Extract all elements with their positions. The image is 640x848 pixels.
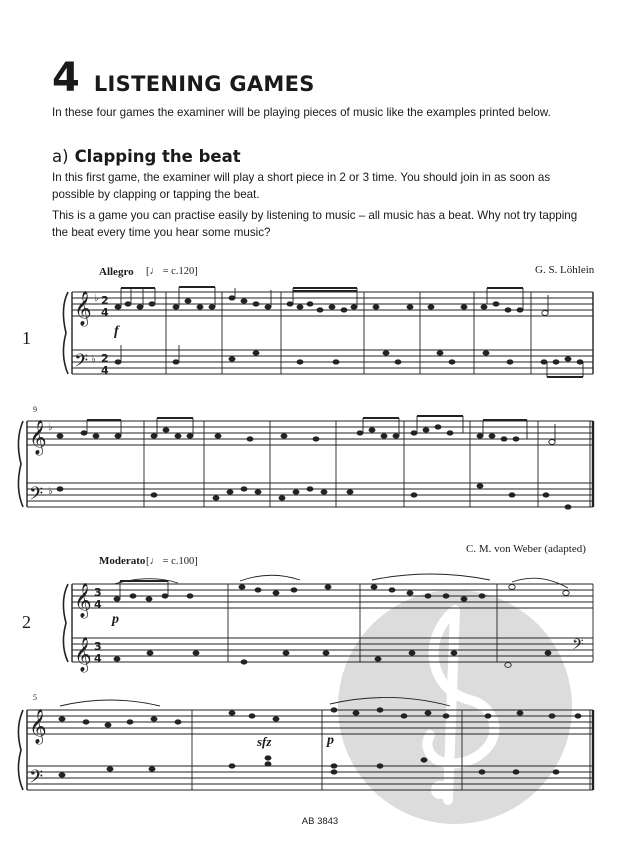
svg-text:𝄞: 𝄞 [74,637,92,672]
notes-ex2-sys1 [114,581,569,667]
staff-ex1-sys2-treble [27,421,593,445]
bar-number-5: 5 [33,693,37,702]
example-2-number: 2 [22,612,31,632]
chapter-title: LISTENING GAMES [93,72,315,96]
svg-text:3: 3 [94,586,102,599]
svg-text:♭: ♭ [48,486,53,497]
svg-text:𝄞: 𝄞 [29,420,47,455]
bass-clef-icon: 𝄢 [74,351,89,376]
svg-text:2: 2 [101,294,109,307]
staff-ex2-sys2-treble [27,710,593,734]
dynamic-forte: f [114,324,119,339]
example-1-number: 1 [22,328,31,348]
notes-ex2-sys2 [59,708,581,777]
staff-ex2-sys1-bass [72,638,593,662]
notes-ex1-sys1 [115,287,548,315]
dynamic-sfz: sfz [257,734,272,749]
page-footer: AB 3843 [301,816,339,827]
svg-text:𝄢: 𝄢 [572,636,584,657]
section-label: a) [52,147,69,166]
metronome-1: [♩ = c.120] [146,266,198,277]
intro-text: In these four games the examiner will be playing pieces of music like the examples printed below. [52,106,551,119]
metronome-2: [♩ = c.100] [146,556,198,567]
staff-ex1-sys1-bass [72,350,593,374]
dynamic-piano-2: p [327,733,334,748]
chapter-number: 4 [52,55,80,101]
paragraph-2: This is a game you can practise easily by listening to music – all music has a beat. Why not try tapping the beat every time you hear some music? [52,209,578,239]
tempo-1: Allegro [99,266,134,278]
treble-clef-icon: 𝄞 [74,291,92,326]
svg-text:4: 4 [94,652,102,665]
svg-text:♭: ♭ [91,354,96,365]
section-title: Clapping the beat [74,147,241,166]
bar-number-9: 9 [33,405,37,414]
composer-1: G. S. Löhlein [535,264,595,276]
svg-text:𝄢: 𝄢 [29,767,44,792]
svg-text:4: 4 [101,306,109,319]
composer-2: C. M. von Weber (adapted) [466,543,586,555]
dynamic-piano: p [112,612,119,627]
svg-text:2: 2 [101,352,109,365]
svg-text:3: 3 [94,640,102,653]
svg-text:𝄢: 𝄢 [29,484,44,509]
flat-icon: ♭ [94,293,99,304]
svg-text:♭: ♭ [48,422,53,433]
svg-text:4: 4 [94,598,102,611]
paragraph-1: In this first game, the examiner will play a short piece in 2 or 3 time. You should join in as soon as possible by clapping or tapping the beat. [52,171,551,201]
svg-text:𝄞: 𝄞 [74,583,92,618]
svg-text:𝄞: 𝄞 [29,709,47,744]
svg-text:4: 4 [101,364,109,377]
tempo-2: Moderato [99,555,146,567]
